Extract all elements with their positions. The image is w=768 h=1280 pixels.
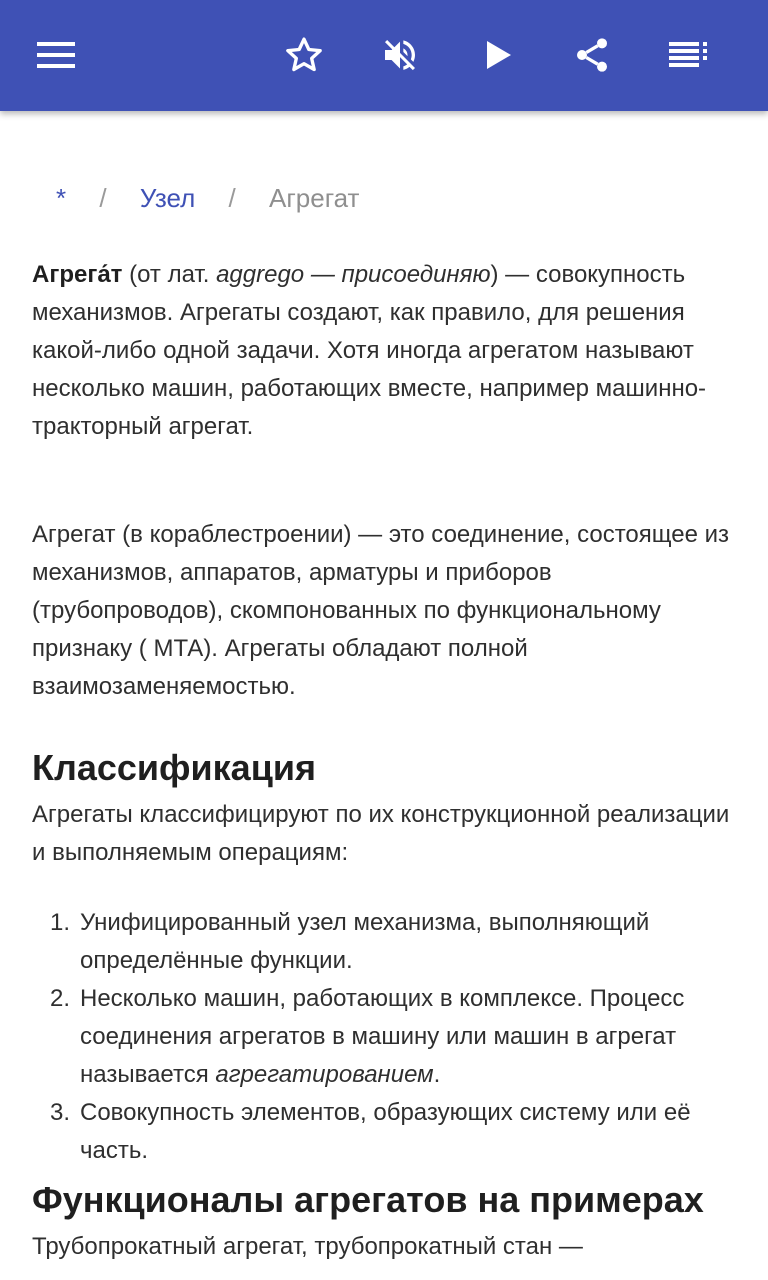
play-icon: [483, 39, 513, 71]
breadcrumb-node-link[interactable]: Узел: [139, 183, 196, 213]
breadcrumb: [56, 182, 359, 214]
list-item-number: 2.: [50, 985, 71, 1012]
intro-text-part2: ) — совокупность механизмов. Агрегаты создают, как правило, для решения какой-либо одной задачи. Хотя иногда агрегатом называют несколько машин, работающих вместе, например машинно-тракторный агрегат.: [32, 261, 707, 440]
app-bar: [0, 0, 768, 111]
list-item-text: Унифицированный узел механизма, выполняющий определённые функции.: [80, 909, 650, 974]
latin-term: aggrego — присоединяю: [216, 261, 491, 288]
toc-list-icon: [669, 42, 707, 68]
list-item-text: Несколько машин, работающих в комплексе. Процесс соединения агрегатов в машину или машин в агрегат называется: [80, 985, 685, 1088]
examples-paragraph: Трубопрокатный агрегат, трубопрокатный стан —: [32, 1233, 583, 1260]
menu-button[interactable]: [28, 27, 84, 83]
intro-text-part1: (от лат.: [122, 261, 217, 288]
list-item-text: Совокупность элементов, образующих систему или её часть.: [80, 1099, 691, 1164]
breadcrumb-current: Агрегат: [268, 183, 360, 213]
list-item-italic: агрегатированием: [215, 1061, 434, 1088]
list-item: [32, 1094, 740, 1170]
classification-heading: Классификация: [32, 747, 316, 788]
share-icon: [572, 35, 612, 75]
breadcrumb-separator: /: [99, 183, 107, 213]
volume-off-icon: [380, 35, 420, 75]
intro-paragraph: [32, 256, 732, 446]
list-item: [32, 904, 740, 980]
play-button[interactable]: [470, 27, 526, 83]
breadcrumb-root-link[interactable]: *: [56, 183, 67, 213]
contents-button[interactable]: [660, 27, 716, 83]
list-item-tail: .: [433, 1061, 441, 1088]
classification-list: [32, 904, 740, 1170]
breadcrumb-separator: /: [228, 183, 236, 213]
classification-paragraph: Агрегаты классифицируют по их конструкционной реализации и выполняемым операциям:: [32, 801, 730, 866]
mute-button[interactable]: [372, 27, 428, 83]
bookmark-button[interactable]: [276, 27, 332, 83]
shipbuilding-paragraph: Агрегат (в кораблестроении) — это соединение, состоящее из механизмов, аппаратов, арматуры и приборов (трубопроводов), скомпонованных по функциональному признаку ( МТА). Агрегаты обладают полной взаимозаменяемостью.: [32, 521, 730, 700]
list-item-number: 1.: [50, 909, 71, 936]
list-item: [32, 980, 740, 1094]
star-outline-icon: [284, 35, 324, 75]
term: Агрега́т: [32, 261, 123, 288]
list-item-number: 3.: [50, 1099, 71, 1126]
examples-heading: Функционалы агрегатов на примерах: [32, 1179, 704, 1220]
share-button[interactable]: [564, 27, 620, 83]
menu-icon: [37, 41, 75, 69]
